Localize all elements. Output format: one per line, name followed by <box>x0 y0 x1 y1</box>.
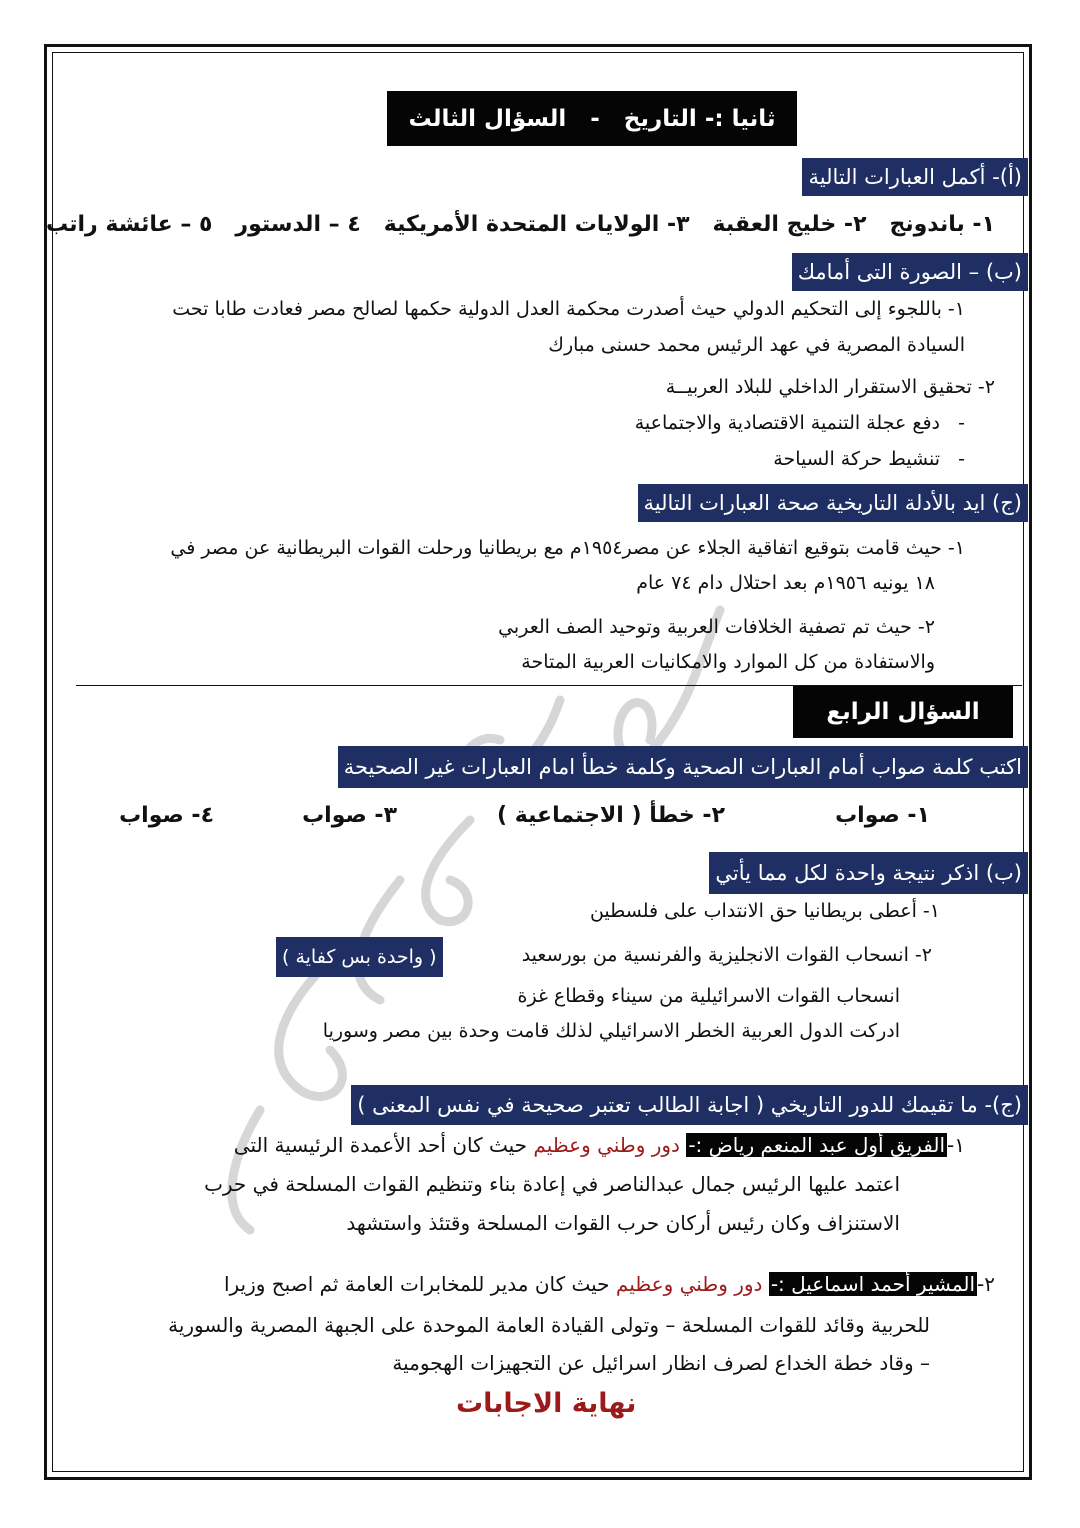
q4-a-ans1: ١- صواب <box>835 803 930 828</box>
q4-c-item1-line2: اعتمد عليها الرئيس جمال عبدالناصر في إعادة بناء وتنظيم القوات المسلحة في حرب <box>204 1172 900 1196</box>
item1-num: ١- <box>947 1133 965 1157</box>
q4-c-item1-line1 <box>234 1133 965 1157</box>
q4-c-item2-line3: – وقاد خطة الخداع لصرف انظار اسرائيل عن التجهيزات الهجومية <box>392 1351 930 1375</box>
q4-c-item1-line3: الاستنزاف وكان رئيس أركان حرب القوات المسلحة وقتئذ واستشهد <box>346 1211 900 1235</box>
q4-c-header: (ج)- ما تقيمك للدور التاريخي ( اجابة الطالب تعتبر صحيحة في نفس المعنى ) <box>351 1085 1028 1125</box>
q4-b-note: ( واحدة بس كفاية ) <box>276 937 443 977</box>
q3-a-header: (أ)- أكمل العبارات التالية <box>802 158 1028 196</box>
item2-rest: حيث كان مدير للمخابرات العامة ثم اصبح وزيرا <box>223 1272 616 1296</box>
q4-b-line1: ١- أعطى بريطانيا حق الانتداب على فلسطين <box>589 900 940 922</box>
q3-c-line1: ١- حيث قامت بتوقيع اتفاقية الجلاء عن مصر١٩٥٤م مع بريطانيا ورحلت القوات البريطانية عن مصر في <box>170 537 965 559</box>
q4-a-header: اكتب كلمة صواب أمام العبارات الصحية وكلمة خطأ امام العبارات غير الصحيحة <box>338 746 1028 788</box>
footer-end-of-answers: نهاية الاجابات <box>456 1388 637 1419</box>
q3-c-line2: ١٨ يونيه ١٩٥٦م بعد احتلال دام ٧٤ عام <box>636 572 935 594</box>
q4-b-line4: ادركت الدول العربية الخطر الاسرائيلي لذلك قامت وحدة بين مصر وسوريا <box>322 1020 900 1042</box>
q3-b-line1: ١- باللجوء إلى التحكيم الدولي حيث أصدرت محكمة العدل الدولية حكمها لصالح مصر فعادت طابا تحت <box>172 298 965 320</box>
q4-c-item2-line1 <box>224 1272 995 1296</box>
q4-a-ans4: ٤- صواب <box>119 803 214 828</box>
q4-c-item2-line2: للحربية وقائد للقوات المسلحة – وتولى القيادة العامة الموحدة على الجبهة المصرية والسورية <box>168 1313 930 1337</box>
q4-a-ans2: ٢- خطأ ( الاجتماعية ) <box>497 803 725 828</box>
q3-b-line3: ٢- تحقيق الاستقرار الداخلي للبلاد العربيــة <box>665 376 995 398</box>
q3-c-header: (ج) ايد بالأدلة التاريخية صحة العبارات التالية <box>638 484 1028 522</box>
q3-c-line4: والاستفادة من كل الموارد والامكانيات العربية المتاحة <box>521 651 935 673</box>
q3-b-line4: - دفع عجلة التنمية الاقتصادية والاجتماعية <box>634 412 965 434</box>
q4-b-line3: انسحاب القوات الاسرائيلية من سيناء وقطاع غزة <box>517 985 900 1007</box>
item2-role: دور وطني وعظيم <box>615 1272 769 1296</box>
q3-b-header: (ب) – الصورة التى أمامك <box>792 253 1028 291</box>
item2-num: ٢- <box>977 1272 995 1296</box>
q3-a-answers: ١- باندونج ٢- خليج العقبة ٣- الولايات المتحدة الأمريكية ٤ – الدستور ٥ – عائشة راتب <box>45 212 995 237</box>
item1-name: الفريق أول عبد المنعم رياض :- <box>688 1133 946 1157</box>
q3-b-line5: - تنشيط حركة السياحة <box>773 448 965 470</box>
q4-b-line2: ٢- انسحاب القوات الانجليزية والفرنسية من بورسعيد <box>521 944 932 966</box>
item2-name: المشير أحمد اسماعيل :- <box>770 1272 976 1296</box>
item1-rest: حيث كان أحد الأعمدة الرئيسية التى <box>233 1133 534 1157</box>
q4-a-ans3: ٣- صواب <box>302 803 397 828</box>
q3-b-line2: السيادة المصرية في عهد الرئيس محمد حسنى مبارك <box>548 334 965 356</box>
item1-role: دور وطني وعظيم <box>533 1133 687 1157</box>
q3-c-line3: ٢- حيث تم تصفية الخلافات العربية وتوحيد الصف العربي <box>498 616 935 638</box>
q4-title: السؤال الرابع <box>793 686 1013 738</box>
section-title: ثانيا :- التاريخ - السؤال الثالث <box>387 91 797 146</box>
watermark-text: مستر / عماد زكى سعيد <box>1 0 21 2</box>
q4-b-header: (ب) اذكر نتيجة واحدة لكل مما يأتي <box>709 852 1028 894</box>
